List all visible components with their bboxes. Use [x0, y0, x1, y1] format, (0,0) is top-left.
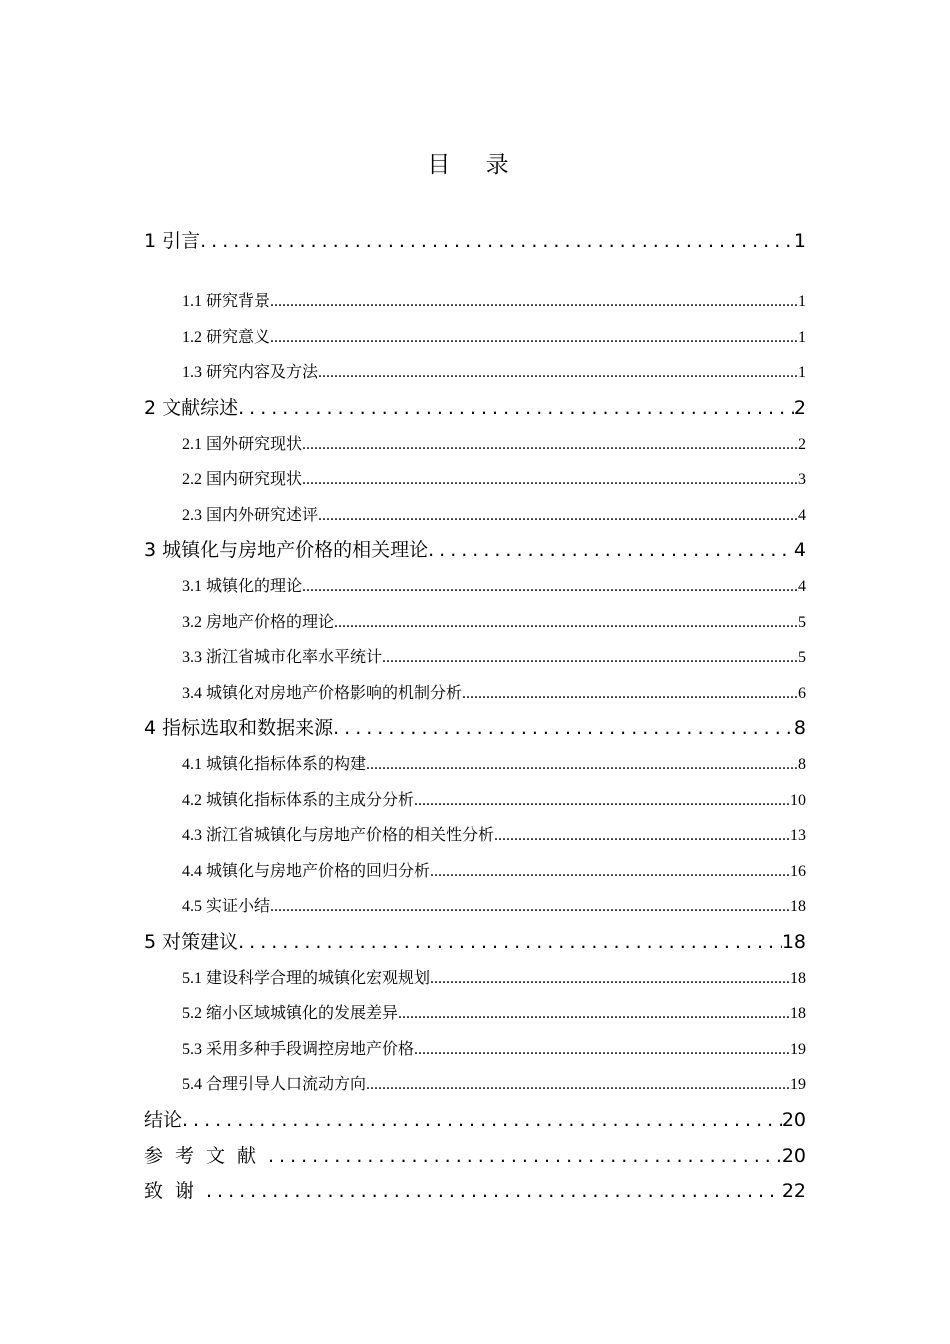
toc-entry-chapter-5 — [144, 927, 806, 954]
toc-entry-section-4-4 — [182, 858, 806, 881]
toc-entry-label: 1.2 研究意义 — [182, 329, 271, 346]
toc-entry-label: 4.5 实证小结 — [182, 898, 271, 915]
toc-entry-label: 2 文献综述 — [144, 397, 239, 419]
toc-entry-chapter-4 — [144, 713, 806, 740]
toc-entry-section-5-2 — [182, 1000, 806, 1023]
toc-entry-label: 5.3 采用多种手段调控房地产价格 — [182, 1041, 415, 1058]
toc-entry-page: 19 — [790, 1041, 806, 1058]
toc-entry-page: 3 — [798, 471, 806, 488]
toc-entry-label: 结论 — [144, 1109, 183, 1131]
toc-leader — [238, 931, 782, 953]
toc-leader — [430, 863, 790, 881]
toc-entry-label: 1.3 研究内容及方法 — [182, 364, 319, 381]
toc-entry-label: 3.4 城镇化对房地产价格影响的机制分析 — [182, 685, 463, 702]
toc-entry-page: 2 — [793, 397, 806, 419]
toc-leader — [428, 539, 794, 561]
toc-leader — [302, 578, 798, 596]
toc-entry-label: 5.4 合理引导人口流动方向 — [182, 1076, 367, 1093]
toc-leader — [318, 507, 798, 525]
toc-entry-label: 参考文献 — [144, 1145, 269, 1167]
toc-leader — [270, 293, 798, 311]
toc-entry-section-2-1 — [182, 431, 806, 454]
toc-title: 目 录 — [427, 152, 523, 178]
toc-entry-page: 4 — [793, 539, 806, 561]
toc-entry-label: 3.3 浙江省城市化率水平统计 — [182, 649, 383, 666]
toc-leader — [238, 397, 794, 419]
toc-leader — [366, 756, 798, 774]
toc-entry-page: 10 — [790, 792, 806, 809]
toc-entry-conclusion — [144, 1105, 806, 1132]
toc-leader — [302, 471, 798, 489]
toc-leader — [382, 649, 798, 667]
toc-entry-section-4-5 — [182, 893, 806, 916]
toc-entry-label: 2.3 国内外研究述评 — [182, 507, 319, 524]
toc-leader — [182, 1109, 782, 1131]
toc-entry-label: 3.2 房地产价格的理论 — [182, 614, 335, 631]
toc-leader — [430, 970, 790, 988]
toc-entry-page: 20 — [781, 1109, 806, 1131]
toc-entry-section-1-1 — [182, 288, 806, 311]
toc-leader — [302, 436, 798, 454]
toc-entry-chapter-2 — [144, 393, 806, 420]
toc-entry-label: 4.1 城镇化指标体系的构建 — [182, 756, 367, 773]
toc-leader — [366, 1076, 790, 1094]
toc-entry-label: 3.1 城镇化的理论 — [182, 578, 303, 595]
toc-leader — [200, 230, 794, 252]
toc-entry-page: 18 — [781, 931, 806, 953]
toc-entry-label: 4.3 浙江省城镇化与房地产价格的相关性分析 — [182, 827, 495, 844]
toc-entry-page: 5 — [798, 649, 806, 666]
toc-entry-section-4-2 — [182, 787, 806, 810]
toc-entry-section-3-2 — [182, 609, 806, 632]
toc-entry-label: 5.1 建设科学合理的城镇化宏观规划 — [182, 970, 431, 987]
toc-entry-label: 4.2 城镇化指标体系的主成分分析 — [182, 792, 415, 809]
toc-leader — [398, 1005, 790, 1023]
toc-entry-section-4-1 — [182, 751, 806, 774]
toc-entry-section-4-3 — [182, 822, 806, 845]
toc-entry-page: 2 — [798, 436, 806, 453]
toc-entry-page: 22 — [781, 1180, 806, 1202]
toc-entry-chapter-1 — [144, 226, 806, 253]
toc-entry-label: 2.2 国内研究现状 — [182, 471, 303, 488]
toc-entry-section-5-3 — [182, 1036, 806, 1059]
toc-entry-page: 20 — [781, 1145, 806, 1167]
toc-leader — [333, 717, 794, 739]
toc-leader — [414, 1041, 790, 1059]
toc-leader — [268, 1145, 782, 1167]
toc-entry-page: 1 — [798, 329, 806, 346]
toc-entry-section-3-3 — [182, 644, 806, 667]
toc-leader — [462, 685, 798, 703]
toc-entry-page: 4 — [798, 578, 806, 595]
toc-entry-references — [144, 1141, 806, 1168]
toc-entry-section-5-1 — [182, 965, 806, 988]
toc-entry-label: 3 城镇化与房地产价格的相关理论 — [144, 539, 429, 561]
toc-leader — [270, 898, 790, 916]
toc-entry-section-3-1 — [182, 573, 806, 596]
toc-entry-page: 5 — [798, 614, 806, 631]
toc-entry-label: 1.1 研究背景 — [182, 293, 271, 310]
toc-entry-page: 18 — [790, 1005, 806, 1022]
toc-entry-acknowledgements — [144, 1176, 806, 1203]
toc-leader — [270, 329, 798, 347]
toc-leader — [334, 614, 798, 632]
toc-entry-label: 1 引言 — [144, 230, 201, 252]
toc-entry-page: 13 — [790, 827, 806, 844]
toc-entry-page: 19 — [790, 1076, 806, 1093]
toc-entry-label: 2.1 国外研究现状 — [182, 436, 303, 453]
toc-entry-section-5-4 — [182, 1071, 806, 1094]
toc-leader — [414, 792, 790, 810]
toc-entry-section-1-2 — [182, 324, 806, 347]
toc-entry-page: 6 — [798, 685, 806, 702]
toc-entry-page: 4 — [798, 507, 806, 524]
toc-entry-page: 18 — [790, 970, 806, 987]
toc-entry-page: 8 — [793, 717, 806, 739]
toc-entry-section-1-3 — [182, 359, 806, 382]
toc-entry-section-2-2 — [182, 466, 806, 489]
toc-leader — [206, 1180, 782, 1202]
toc-entry-section-3-4 — [182, 680, 806, 703]
toc-leader — [494, 827, 790, 845]
toc-entry-label: 致谢 — [144, 1180, 207, 1202]
toc-entry-label: 4.4 城镇化与房地产价格的回归分析 — [182, 863, 431, 880]
toc-entry-page: 18 — [790, 898, 806, 915]
toc-entry-page: 8 — [798, 756, 806, 773]
toc-entry-page: 16 — [790, 863, 806, 880]
toc-entry-label: 5.2 缩小区域城镇化的发展差异 — [182, 1005, 399, 1022]
toc-entry-page: 1 — [798, 293, 806, 310]
toc-entry-chapter-3 — [144, 535, 806, 562]
toc-entry-page: 1 — [793, 230, 806, 252]
toc-entry-label: 4 指标选取和数据来源 — [144, 717, 334, 739]
toc-entry-page: 1 — [798, 364, 806, 381]
toc-entry-section-2-3 — [182, 502, 806, 525]
toc-leader — [318, 364, 798, 382]
toc-entry-label: 5 对策建议 — [144, 931, 239, 953]
